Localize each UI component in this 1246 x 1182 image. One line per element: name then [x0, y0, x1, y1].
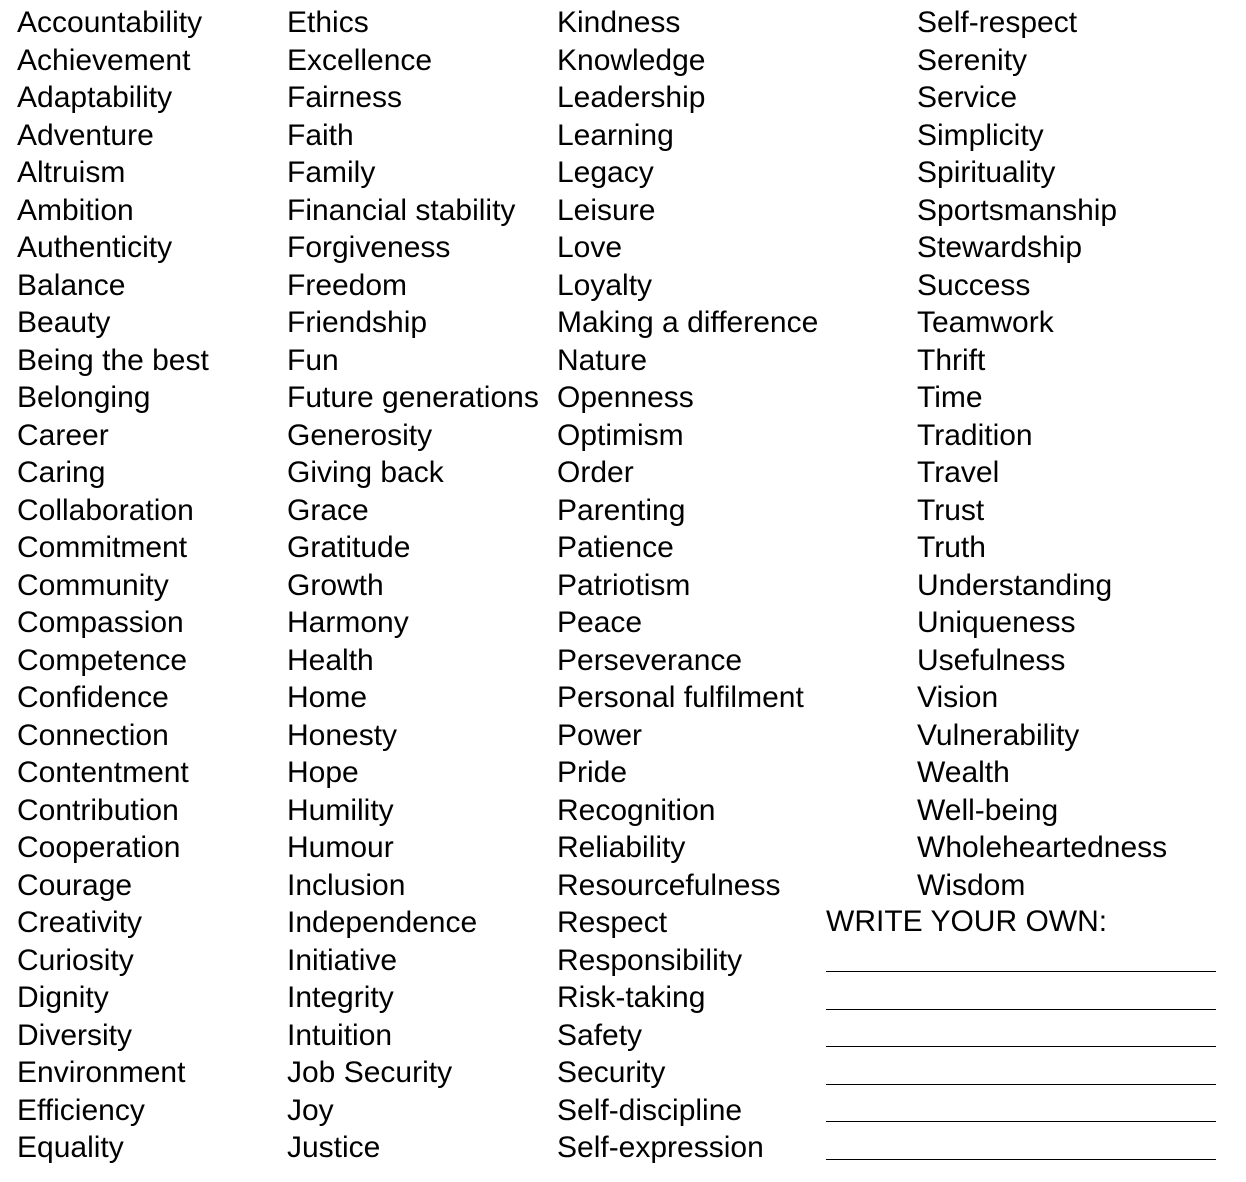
value-item: Integrity: [287, 981, 394, 1014]
value-item: Independence: [287, 906, 478, 939]
value-item: Inclusion: [287, 868, 406, 902]
value-item: Spirituality: [917, 156, 1056, 189]
value-item: Hope: [287, 756, 359, 789]
value-item: Giving back: [287, 456, 444, 489]
value-item: Harmony: [287, 606, 409, 639]
value-item: Perseverance: [557, 643, 743, 677]
write-in-line[interactable]: [826, 1053, 1218, 1091]
value-item: Honesty: [287, 718, 398, 752]
write-in-line[interactable]: [826, 1016, 1218, 1054]
value-item: Understanding: [917, 568, 1113, 602]
value-item: Grace: [287, 493, 369, 527]
value-item: Commitment: [17, 531, 188, 564]
value-item: Self-expression: [557, 1131, 764, 1164]
value-item: Contribution: [17, 793, 179, 827]
value-item: Health: [287, 643, 374, 677]
value-item: Forgiveness: [287, 231, 451, 264]
value-item: Power: [557, 718, 643, 752]
value-item: Humour: [287, 831, 394, 864]
value-item: Humility: [287, 793, 394, 827]
value-item: Compassion: [17, 606, 184, 639]
value-item: Adaptability: [17, 81, 173, 114]
value-item: Travel: [917, 456, 1000, 489]
value-item: Personal fulfilment: [557, 681, 804, 714]
value-item: Nature: [557, 343, 648, 377]
value-item: Loyalty: [557, 268, 653, 302]
values-column-1: [17, 4, 209, 1167]
value-item: Belonging: [17, 381, 151, 414]
value-item: Time: [917, 381, 983, 414]
value-item: Patriotism: [557, 568, 691, 602]
write-in-rule: [826, 1009, 1216, 1010]
value-item: Balance: [17, 268, 126, 302]
value-item: Vulnerability: [917, 718, 1080, 752]
value-item: Reliability: [557, 831, 686, 864]
value-item: Justice: [287, 1131, 381, 1164]
value-item: Security: [557, 1056, 666, 1089]
value-item: Openness: [557, 381, 694, 414]
value-item: Order: [557, 456, 634, 489]
value-item: Curiosity: [17, 943, 134, 977]
value-item: Self-respect: [917, 6, 1078, 39]
values-column-3: [557, 4, 818, 1167]
value-item: Achievement: [17, 43, 191, 77]
value-item: Wisdom: [917, 868, 1026, 902]
value-item: Safety: [557, 1018, 643, 1052]
value-item: Equality: [17, 1131, 124, 1164]
values-column-4: [917, 4, 1167, 904]
values-column-2: [287, 4, 539, 1167]
value-item: Cooperation: [17, 831, 181, 864]
value-item: Success: [917, 268, 1031, 302]
value-item: Generosity: [287, 418, 433, 452]
write-your-own-section: [826, 903, 1218, 1166]
value-item: Initiative: [287, 943, 398, 977]
value-item: Creativity: [17, 906, 143, 939]
value-item: Leadership: [557, 81, 706, 114]
value-item: Love: [557, 231, 623, 264]
value-item: Competence: [17, 643, 188, 677]
value-item: Parenting: [557, 493, 686, 527]
value-item: Vision: [917, 681, 999, 714]
write-your-own-heading: WRITE YOUR OWN:: [826, 905, 1108, 938]
value-item: Trust: [917, 493, 985, 527]
value-item: Adventure: [17, 118, 154, 152]
value-item: Thrift: [917, 343, 986, 377]
value-item: Optimism: [557, 418, 684, 452]
value-item: Legacy: [557, 156, 654, 189]
value-item: Wholeheartedness: [917, 831, 1168, 864]
value-item: Uniqueness: [917, 606, 1076, 639]
write-in-rule: [826, 1159, 1216, 1160]
value-item: Service: [917, 81, 1018, 114]
write-in-line[interactable]: [826, 978, 1218, 1016]
value-item: Recognition: [557, 793, 716, 827]
value-item: Connection: [17, 718, 169, 752]
value-item: Intuition: [287, 1018, 393, 1052]
value-item: Efficiency: [17, 1093, 145, 1127]
value-item: Family: [287, 156, 376, 189]
value-item: Job Security: [287, 1056, 453, 1089]
value-item: Kindness: [557, 6, 681, 39]
value-item: Leisure: [557, 193, 656, 227]
value-item: Career: [17, 418, 109, 452]
value-item: Tradition: [917, 418, 1033, 452]
value-item: Freedom: [287, 268, 408, 302]
value-item: Altruism: [17, 156, 126, 189]
value-item: Fun: [287, 343, 339, 377]
value-item: Fairness: [287, 81, 403, 114]
value-item: Well-being: [917, 793, 1059, 827]
value-item: Simplicity: [917, 118, 1044, 152]
value-item: Growth: [287, 568, 384, 602]
value-item: Ethics: [287, 6, 369, 39]
write-in-line[interactable]: [826, 941, 1218, 979]
value-item: Financial stability: [287, 193, 516, 227]
value-item: Wealth: [917, 756, 1010, 789]
write-in-rule: [826, 1084, 1216, 1085]
value-item: Excellence: [287, 43, 433, 77]
value-item: Courage: [17, 868, 133, 902]
value-item: Responsibility: [557, 943, 743, 977]
value-item: Stewardship: [917, 231, 1083, 264]
value-item: Faith: [287, 118, 354, 152]
value-item: Peace: [557, 606, 643, 639]
value-item: Teamwork: [917, 306, 1054, 339]
write-in-line[interactable]: [826, 1128, 1218, 1166]
value-item: Resourcefulness: [557, 868, 781, 902]
value-item: Friendship: [287, 306, 428, 339]
value-item: Risk-taking: [557, 981, 706, 1014]
value-item: Serenity: [917, 43, 1028, 77]
value-item: Home: [287, 681, 368, 714]
write-in-rule: [826, 1121, 1216, 1122]
value-item: Pride: [557, 756, 628, 789]
value-item: Diversity: [17, 1018, 133, 1052]
value-item: Usefulness: [917, 643, 1066, 677]
value-item: Environment: [17, 1056, 186, 1089]
value-item: Authenticity: [17, 231, 173, 264]
value-item: Contentment: [17, 756, 189, 789]
value-item: Confidence: [17, 681, 169, 714]
value-item: Gratitude: [287, 531, 411, 564]
value-item: Community: [17, 568, 169, 602]
write-your-own-blank-lines: [826, 941, 1218, 1166]
value-item: Joy: [287, 1093, 334, 1127]
value-item: Patience: [557, 531, 674, 564]
value-item: Making a difference: [557, 306, 819, 339]
value-item: Ambition: [17, 193, 134, 227]
value-item: Respect: [557, 906, 668, 939]
write-in-rule: [826, 971, 1216, 972]
value-item: Learning: [557, 118, 674, 152]
value-item: Dignity: [17, 981, 109, 1014]
value-item: Self-discipline: [557, 1093, 743, 1127]
value-item: Future generations: [287, 381, 539, 414]
write-in-rule: [826, 1046, 1216, 1047]
value-item: Accountability: [17, 6, 203, 39]
value-item: Caring: [17, 456, 106, 489]
value-item: Sportsmanship: [917, 193, 1118, 227]
value-item: Truth: [917, 531, 986, 564]
write-in-line[interactable]: [826, 1091, 1218, 1129]
value-item: Collaboration: [17, 493, 194, 527]
value-item: Knowledge: [557, 43, 706, 77]
value-item: Beauty: [17, 306, 111, 339]
value-item: Being the best: [17, 343, 209, 377]
